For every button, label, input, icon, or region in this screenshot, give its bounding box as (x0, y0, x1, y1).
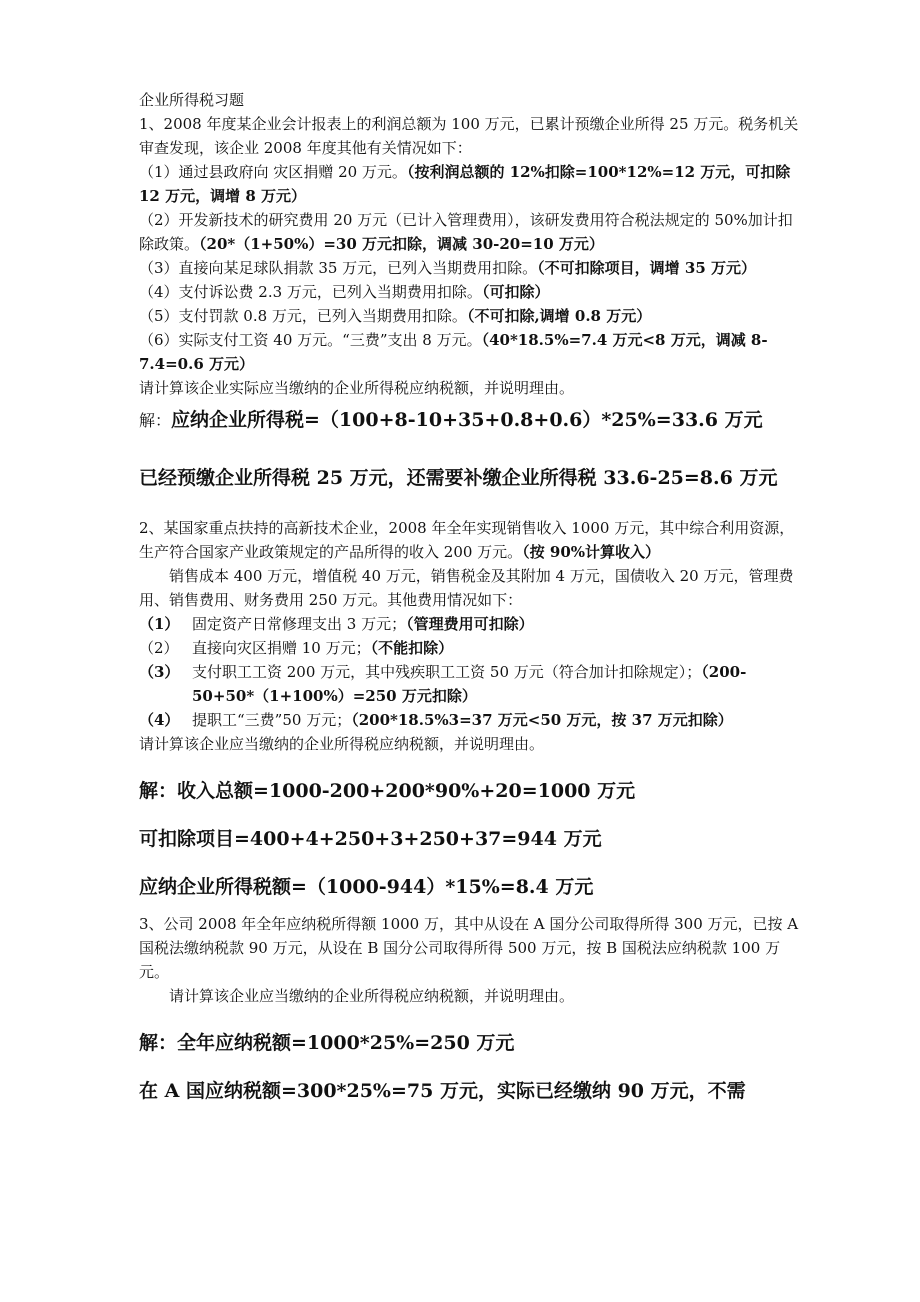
q2-item-2: （2） 直接向灾区捐赠 10 万元；（不能扣除） (139, 639, 454, 657)
q1-item-1: （1）通过县政府向 灾区捐赠 20 万元。（按利润总额的 12%扣除=100*12%=12 万元，可扣除 12 万元，调增 8 万元） (139, 163, 791, 205)
q1-item-4: （4）支付诉讼费 2.3 万元，已列入当期费用扣除。（可扣除） (139, 283, 550, 301)
q1-answer-line-2: 已经预缴企业所得税 25 万元，还需要补缴企业所得税 33.6-25=8.6 万元 (139, 467, 778, 489)
q2-intro: 2、某国家重点扶持的高新技术企业，2008 年全年实现销售收入 1000 万元，其中综合利用资源，生产符合国家产业政策规定的产品所得的收入 200 万元。（按 90%计算收入） (139, 519, 795, 561)
q1-item-5: （5）支付罚款 0.8 万元，已列入当期费用扣除。（不可扣除,调增 0.8 万元） (139, 307, 652, 325)
q2-item-3: （3） 支付职工工资 200 万元，其中残疾职工工资 50 万元（符合加计扣除规定）；（200-50+50*（1+100%）=250 万元扣除） (139, 663, 747, 705)
q1-item-3: （3）直接向某足球队捐款 35 万元，已列入当期费用扣除。（不可扣除项目，调增 35 万元） (139, 259, 756, 277)
q1-answer-line-1: 解：应纳企业所得税=（100+8-10+35+0.8+0.6）*25%=33.6 万元 (139, 409, 763, 431)
q3-answer-line-2: 在 A 国应纳税额=300*25%=75 万元，实际已经缴纳 90 万元，不需 (139, 1080, 746, 1102)
q3-answer-line-1: 解：全年应纳税额=1000*25%=250 万元 (139, 1032, 515, 1054)
q2-item-1: （1） 固定资产日常修理支出 3 万元；（管理费用可扣除） (139, 615, 534, 633)
q2-answer-line-1: 解：收入总额=1000-200+200*90%+20=1000 万元 (139, 780, 636, 802)
q1-intro: 1、2008 年度某企业会计报表上的利润总额为 100 万元，已累计预缴企业所得 25 万元。税务机关审查发现，该企业 2008 年度其他有关情况如下： (139, 115, 799, 157)
q1-item-6: （6）实际支付工资 40 万元。“三费”支出 8 万元。（40*18.5%=7.4 万元<8 万元，调减 8-7.4=0.6 万元） (139, 331, 768, 373)
q1-question: 请计算该企业实际应当缴纳的企业所得税应纳税额，并说明理由。 (139, 379, 575, 397)
q3-intro: 3、公司 2008 年全年应纳税所得额 1000 万，其中从设在 A 国分公司取得所得 300 万元，已按 A 国税法缴纳税款 90 万元，从设在 B 国分公司取得所得 500 万元，按 B 国税法应纳税款 100 万元。 (139, 915, 799, 981)
question-2 (139, 516, 799, 900)
document-title: 企业所得税习题 (139, 91, 245, 109)
question-1 (139, 112, 799, 502)
question-3 (139, 912, 799, 1104)
q2-item-4: （4） 提职工“三费”50 万元；（200*18.5%3=37 万元<50 万元，按 37 万元扣除） (139, 711, 733, 729)
q2-answer-line-2: 可扣除项目=400+4+250+3+250+37=944 万元 (139, 828, 602, 850)
q2-intro-2: 销售成本 400 万元，增值税 40 万元，销售税金及其附加 4 万元，国债收入 20 万元，管理费用、销售费用、财务费用 250 万元。其他费用情况如下： (139, 567, 794, 609)
q3-question: 请计算该企业应当缴纳的企业所得税应纳税额，并说明理由。 (169, 987, 575, 1005)
q1-item-2: （2）开发新技术的研究费用 20 万元（已计入管理费用），该研发费用符合税法规定的 50%加计扣除政策。（20*（1+50%）=30 万元扣除，调减 30-20=10 万元） (139, 211, 793, 253)
q2-answer-line-3: 应纳企业所得税额=（1000-944）*15%=8.4 万元 (139, 876, 594, 898)
q2-question: 请计算该企业应当缴纳的企业所得税应纳税额，并说明理由。 (139, 735, 545, 753)
document-page (139, 88, 799, 1104)
